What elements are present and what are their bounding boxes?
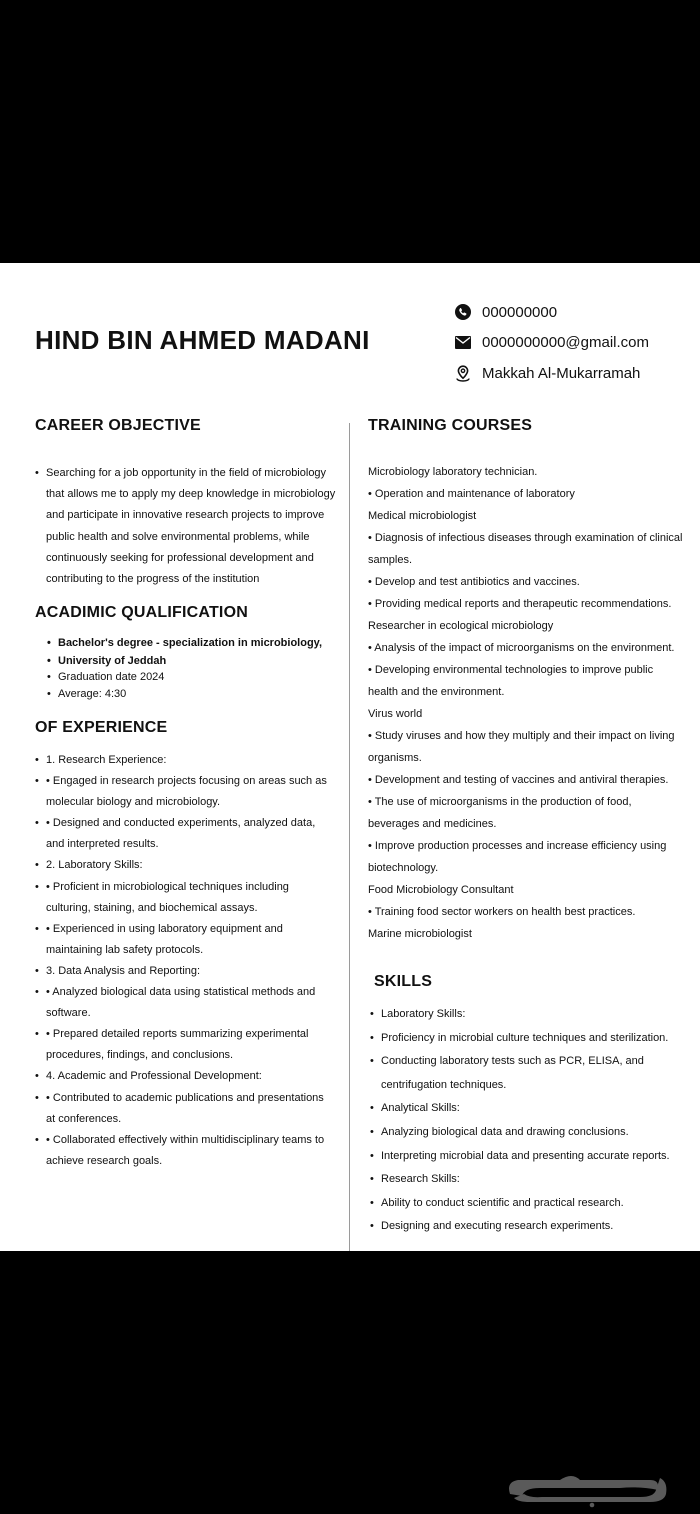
list-item: • • Designed and conducted experiments, analyzed data, and interpreted results. [35,813,335,855]
list-item: Medical microbiologist [368,510,477,522]
career-objective-text: • Searching for a job opportunity in the field of microbiology that allows me to apply my deep knowledge in microbiology and participate in innovative research projects to improve public health and solve environmental problems, while continuously seeking for professional development and contributing to the progress of the institution [35,463,340,590]
list-item: • • Collaborated effectively within multidisciplinary teams to achieve research goals. [35,1130,335,1172]
list-item: • Develop and test antibiotics and vaccines. [368,576,580,588]
list-item: • 3. Data Analysis and Reporting: [35,961,335,982]
list-item: • Average: 4:30 [47,686,337,703]
list-item: • The use of microorganisms in the production of food, beverages and medicines. [368,796,632,830]
list-item: • Study viruses and how they multiply and their impact on living organisms. [368,730,675,764]
list-item: Marine microbiologist [368,928,472,940]
list-item: Virus world [368,708,423,720]
list-item: • Interpreting microbial data and presenting accurate reports. [370,1145,670,1169]
training-list [368,461,683,945]
list-item: • 1. Research Experience: [35,750,335,771]
list-item: • Research Skills: [370,1168,670,1192]
list-item: • Developing environmental technologies to improve public health and the environment. [368,664,654,698]
list-item: • Analyzing biological data and drawing conclusions. [370,1121,670,1145]
list-item: • Analytical Skills: [370,1097,670,1121]
contact-location [455,358,649,389]
list-item: • • Contributed to academic publications and presentations at conferences. [35,1088,335,1130]
list-item: • Development and testing of vaccines and antiviral therapies. [368,774,669,786]
mail-icon [455,335,471,351]
candidate-name: HIND BIN AHMED MADANI [35,325,370,355]
list-item: • University of Jeddah [47,653,337,670]
list-item: • Analysis of the impact of microorganisms on the environment. [368,642,675,654]
location-pin-icon [455,365,471,381]
list-item: • Providing medical reports and therapeutic recommendations. [368,598,672,610]
phone-text: 000000000 [482,303,558,321]
experience-list [35,750,335,1172]
skills-heading: SKILLS [374,973,433,990]
list-item: • Graduation date 2024 [47,669,337,686]
training-heading: TRAINING COURSES [368,417,533,434]
list-item: • Designing and executing research experiments. [370,1215,670,1239]
list-item: Food Microbiology Consultant [368,884,514,896]
email-text: 0000000000@gmail.com [482,334,649,352]
contact-block [455,297,649,389]
education-list [47,635,337,702]
list-item: • Improve production processes and increase efficiency using biotechnology. [368,840,667,874]
list-item: Researcher in ecological microbiology [368,620,554,632]
list-item: • • Proficient in microbiological techniques including culturing, staining, and biochemical assays. [35,877,335,919]
list-item: • Diagnosis of infectious diseases through examination of clinical samples. [368,532,683,566]
career-objective-heading: CAREER OBJECTIVE [35,417,201,434]
career-objective-list [35,463,340,590]
list-item: • Bachelor's degree - specialization in microbiology, [47,635,337,652]
contact-phone [455,297,649,328]
skills-list [370,1003,670,1239]
list-item: • Training food sector workers on health best practices. [368,906,636,918]
list-item: • 4. Academic and Professional Development: [35,1066,335,1087]
list-item: • • Prepared detailed reports summarizing experimental procedures, findings, and conclusions. [35,1024,335,1066]
list-item: • Proficiency in microbial culture techniques and sterilization. [370,1027,670,1051]
contact-email [455,328,649,359]
list-item: • • Analyzed biological data using statistical methods and software. [35,982,335,1024]
education-heading: ACADIMIC QUALIFICATION [35,604,248,621]
list-item: • • Engaged in research projects focusing on areas such as molecular biology and microbiology. [35,771,335,813]
list-item: • Ability to conduct scientific and practical research. [370,1192,670,1216]
list-item: • • Experienced in using laboratory equipment and maintaining lab safety protocols. [35,919,335,961]
experience-heading: OF EXPERIENCE [35,719,168,736]
phone-icon [455,304,471,320]
list-item: Microbiology laboratory technician. [368,466,538,478]
haraj-watermark-logo [500,1472,670,1513]
list-item: • Conducting laboratory tests such as PCR, ELISA, and centrifugation techniques. [370,1050,670,1097]
list-item: • 2. Laboratory Skills: [35,855,335,876]
list-item: • Laboratory Skills: [370,1003,670,1027]
column-divider [349,423,350,1251]
location-text: Makkah Al-Mukarramah [482,364,641,382]
list-item: • Operation and maintenance of laboratory [368,488,575,500]
resume-page [0,263,700,1251]
